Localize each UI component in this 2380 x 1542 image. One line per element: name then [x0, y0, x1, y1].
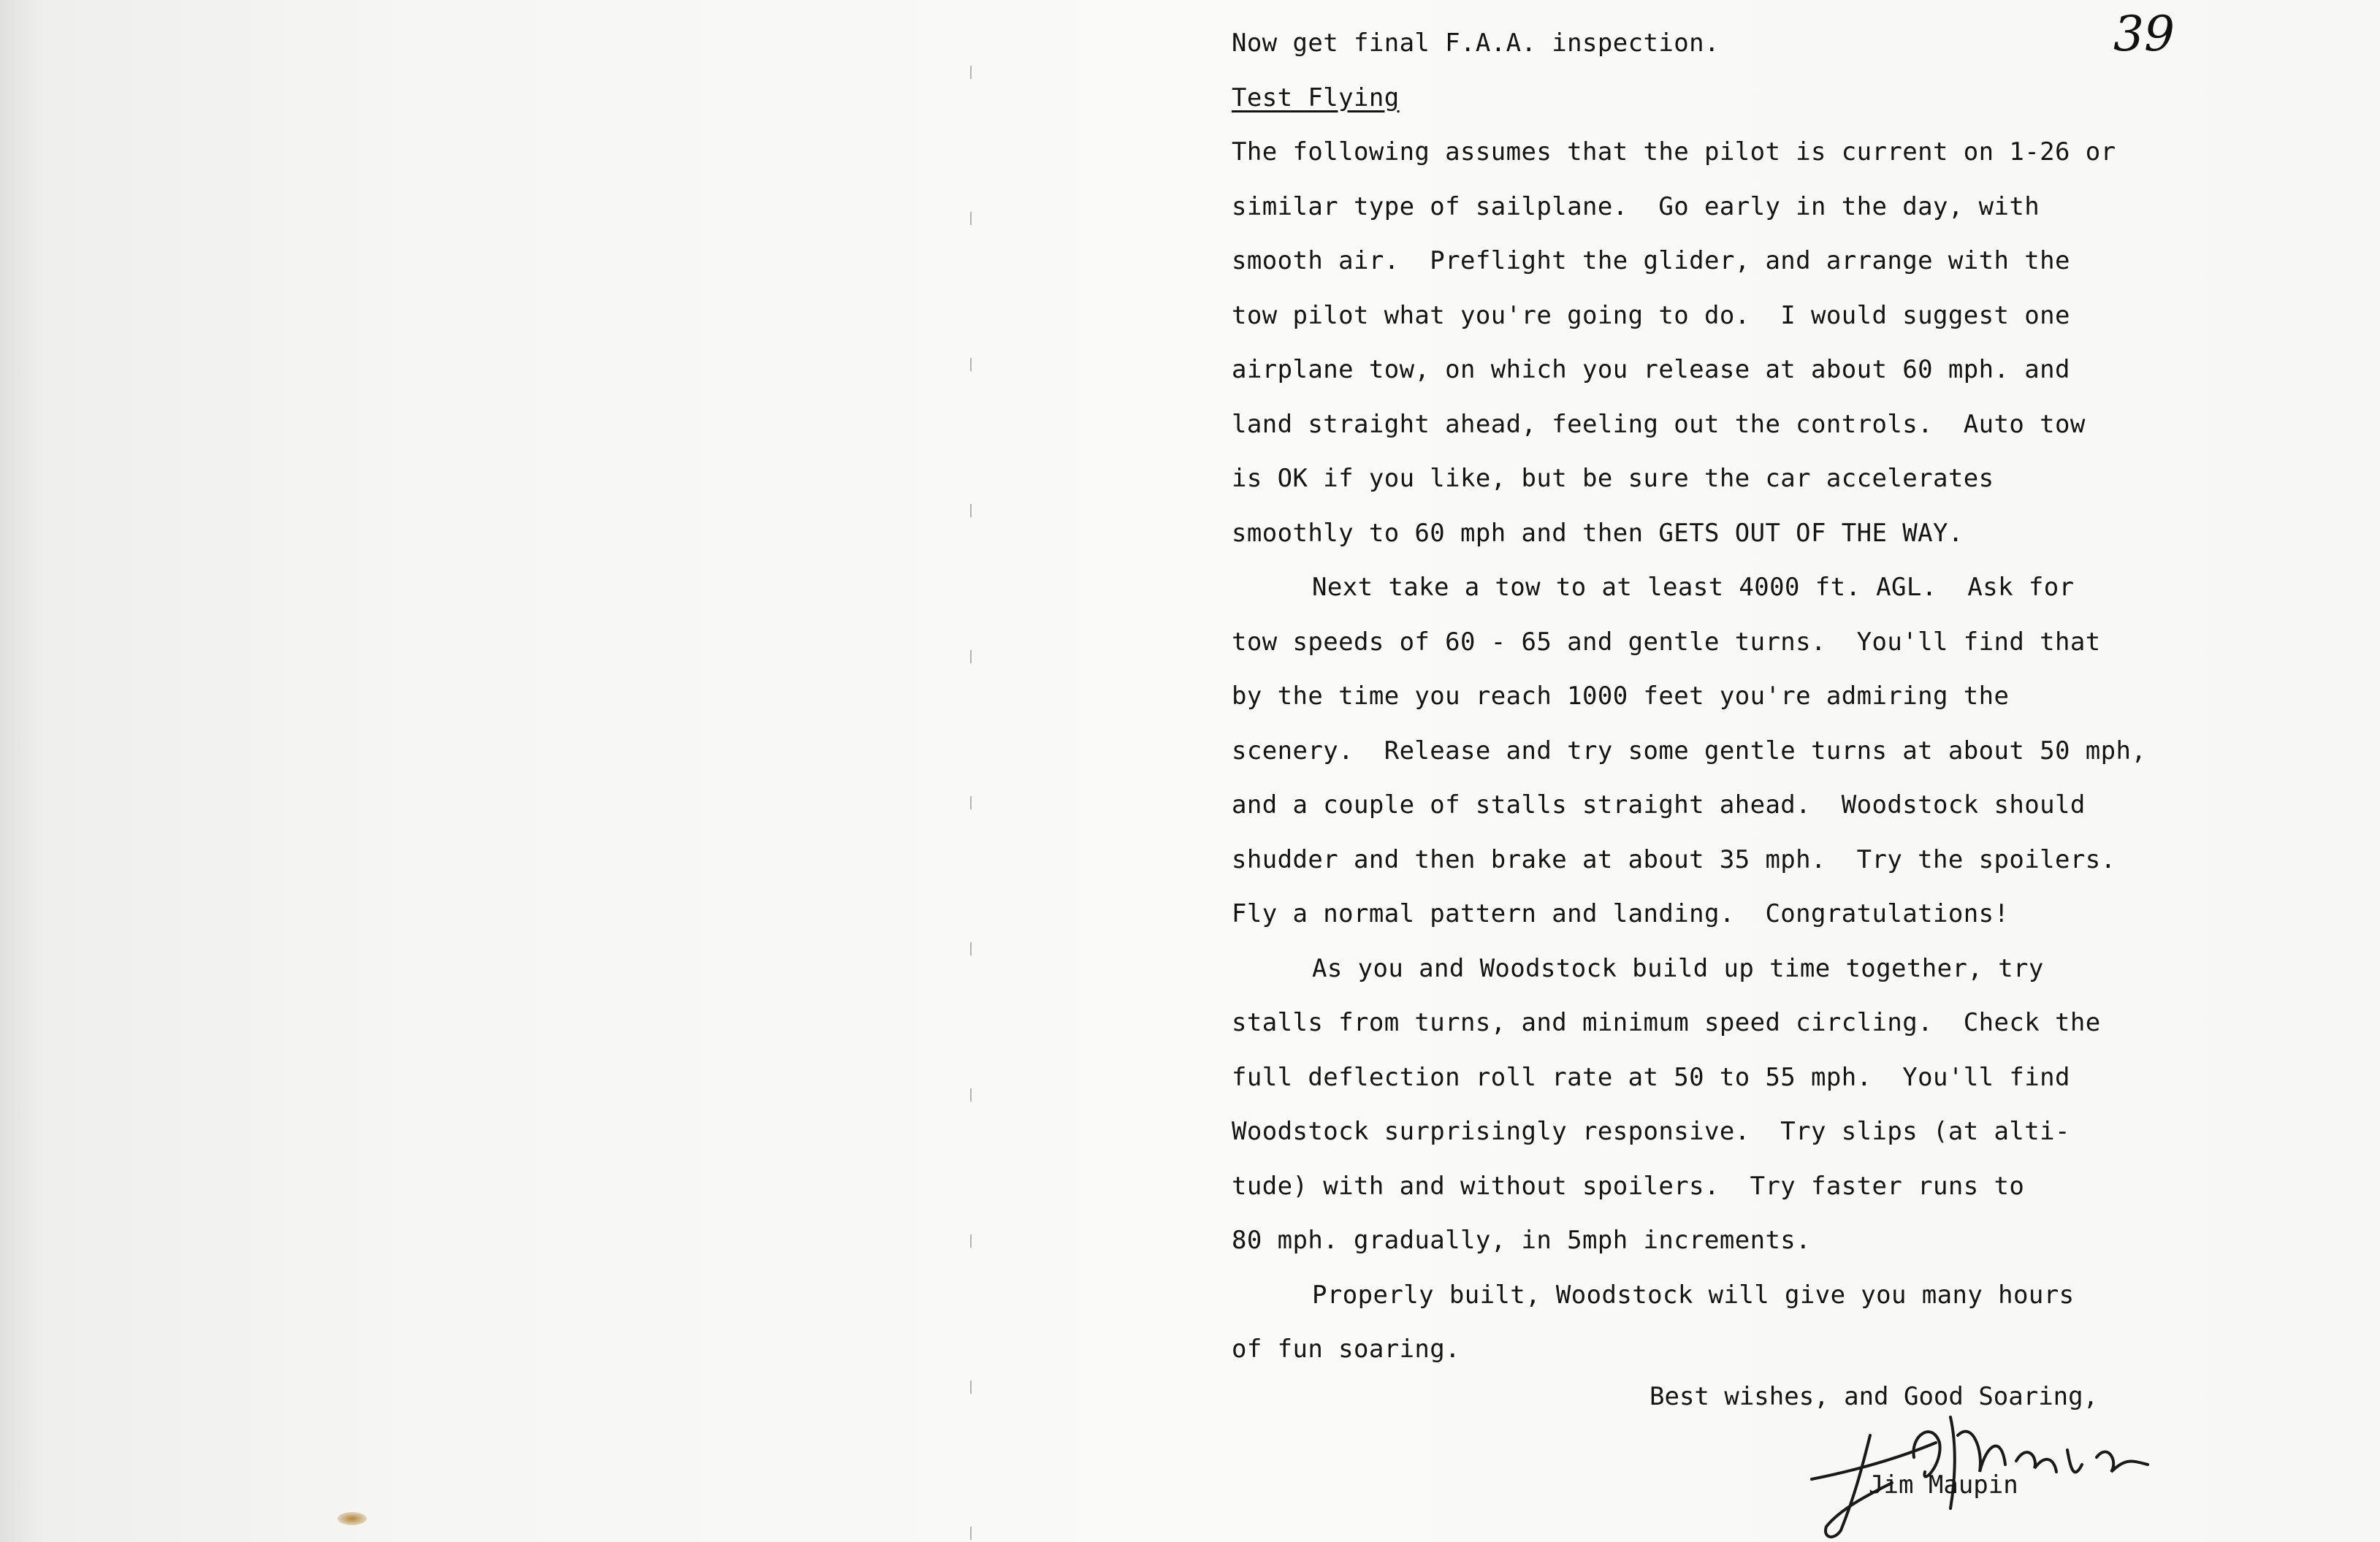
section-heading: Test Flying [1232, 83, 1400, 112]
text-line: smooth air. Preflight the glider, and arrange with the [1232, 246, 2070, 275]
text-line: Now get final F.A.A. inspection. [1232, 28, 1720, 58]
text-line: Woodstock surprisingly responsive. Try slips (at alti- [1232, 1117, 2070, 1146]
text-line: Fly a normal pattern and landing. Congratulations! [1232, 899, 2010, 928]
text-line: As you and Woodstock build up time together, try [1312, 953, 2044, 983]
text-line: airplane tow, on which you release at about 60 mph. and [1232, 355, 2070, 384]
fold-crease [970, 0, 972, 1542]
text-line: Properly built, Woodstock will give you many hours [1312, 1280, 2075, 1310]
page-number: 39 [2113, 6, 2175, 62]
handwritten-signature [1782, 1392, 2177, 1542]
text-line: land straight ahead, feeling out the controls. Auto tow [1232, 409, 2086, 439]
text-line: tude) with and without spoilers. Try faster runs to [1232, 1171, 2025, 1201]
text-line: The following assumes that the pilot is current on 1-26 or [1232, 137, 2116, 167]
text-line: and a couple of stalls straight ahead. Woodstock should [1232, 790, 2086, 820]
text-line: of fun soaring. [1232, 1335, 1461, 1364]
text-line: full deflection roll rate at 50 to 55 mph. You'll find [1232, 1062, 2070, 1092]
text-line: shudder and then brake at about 35 mph. Try the spoilers. [1232, 844, 2116, 874]
text-line: stalls from turns, and minimum speed circling. Check the [1232, 1008, 2101, 1037]
page-edge-shadow [0, 0, 44, 1542]
text-line: similar type of sailplane. Go early in the day, with [1232, 191, 2040, 221]
text-line: tow speeds of 60 - 65 and gentle turns. You'll find that [1232, 627, 2101, 657]
text-line: scenery. Release and try some gentle turns at about 50 mph, [1232, 736, 2147, 766]
closing-line: Best wishes, and Good Soaring, [1649, 1382, 2099, 1411]
text-line: Next take a tow to at least 4000 ft. AGL. Ask for [1312, 573, 2075, 602]
text-line: is OK if you like, but be sure the car accelerates [1232, 464, 1994, 493]
text-line: 80 mph. gradually, in 5mph increments. [1232, 1226, 1812, 1255]
text-line: by the time you reach 1000 feet you're admiring the [1232, 682, 2010, 711]
text-line: tow pilot what you're going to do. I would suggest one [1232, 300, 2070, 330]
letter-body [1232, 16, 2269, 1377]
typed-name: Jim Maupin [1869, 1470, 2018, 1500]
paper-stain [337, 1512, 367, 1525]
text-line: smoothly to 60 mph and then GETS OUT OF THE WAY. [1232, 518, 1964, 548]
